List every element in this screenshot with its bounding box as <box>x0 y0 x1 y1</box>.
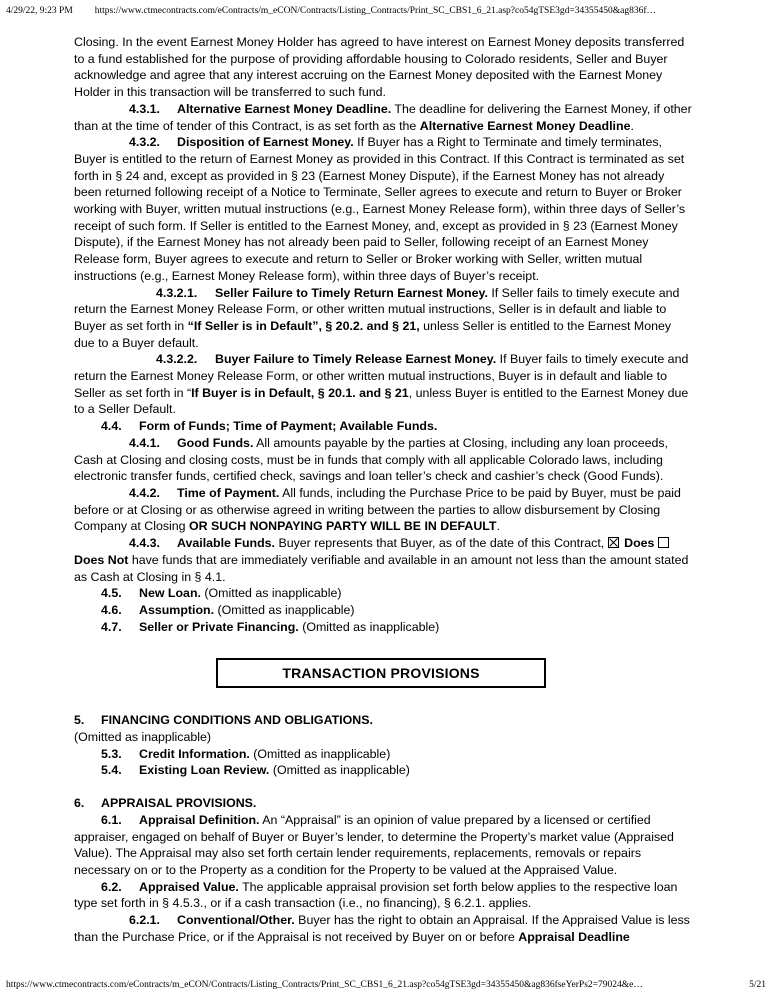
section-4-4-3: 4.4.3. Available Funds. Buyer represents that Buyer, as of the date of this Contract, Does Does Not have funds that are immediately verifiable and available in an amount not less than the amount stated as Cash at Closing in § 4.1. <box>74 536 689 584</box>
section-4-3-2: 4.3.2. Disposition of Earnest Money. If Buyer has a Right to Terminate and timely terminates, Buyer is entitled to the return of Earnest Money as provided in this Contract. If this Contract is terminated as set forth in § 24 and, except as provided in § 23 (Earnest Money Dispute), if the Earnest Money has not already been returned following receipt of a Notice to Terminate, Seller agrees to execute and return to Buyer or Broker working with Buyer, written mutual instructions (e.g., Earnest Money Release form), within three days of Seller’s receipt of such form. If Seller is entitled to the Earnest Money, and, except as provided in § 23 (Earnest Money Dispute), if the Earnest Money has not already been paid to Seller, following receipt of an Earnest Money Release form, Buyer agrees to execute and return to Seller or Broker working with Seller, written mutual instructions (e.g., Earnest Money Release form), within three days of Buyer’s receipt. <box>74 135 686 283</box>
section-6-title: APPRAISAL PROVISIONS. <box>101 796 257 811</box>
paragraph-closing-interest: Closing. In the event Earnest Money Holder has agreed to have interest on Earnest Money deposits transferred to a fund established for the purpose of providing affordable housing to Colorado residents, Seller and Buyer acknowledge and agree that any interest accruing on the Earnest Money deposited with the Earnest Money Holder in this transaction will be transferred to such fund. <box>74 35 685 100</box>
section-6-1-title: Appraisal Definition. <box>139 812 260 827</box>
contract-page-content <box>74 34 692 945</box>
section-5-4: 5.4. Existing Loan Review. (Omitted as inapplicable) <box>101 763 410 778</box>
section-6-2-title: Appraised Value. <box>139 879 239 894</box>
section-4-3-2-1: 4.3.2.1. Seller Failure to Timely Return Earnest Money. If Seller fails to timely execute and return the Earnest Money Release Form, or other written mutual instructions, Seller is in default and liable to Buyer as set forth in “If Seller is in Default”, § 20.2. and § 21, unless Seller is entitled to the Earnest Money due to a Buyer default. <box>74 285 680 350</box>
section-4-7: 4.7. Seller or Private Financing. (Omitted as inapplicable) <box>101 619 440 634</box>
does-checkbox[interactable] <box>608 537 619 548</box>
spacer <box>74 779 692 795</box>
does-not-checkbox[interactable] <box>658 537 669 548</box>
transaction-provisions-banner-wrap <box>74 658 692 688</box>
print-header-url: https://www.ctmecontracts.com/eContracts/m_eCON/Contracts/Listing_Contracts/Print_SC_CBS1_6_21.asp?co54gTSE3gd=34355450&ag836f… <box>94 6 657 16</box>
section-4-4-3-title: Available Funds. <box>177 536 275 551</box>
section-4-4-1-title: Good Funds. <box>177 435 254 450</box>
section-4-3-2-1-title: Seller Failure to Timely Return Earnest Money. <box>215 285 488 300</box>
section-4-4-2: 4.4.2. Time of Payment. All funds, including the Purchase Price to be paid by Buyer, must be paid before or at Closing or as otherwise agreed in writing between the parties to allow disbursement by Closing Company at Closing OR SUCH NONPAYING PARTY WILL BE IN DEFAULT. <box>74 485 681 534</box>
print-datetime: 4/29/22, 9:23 PM <box>6 6 73 16</box>
section-6-2: 6.2. Appraised Value. The applicable appraisal provision set forth below applies to the respective loan type set forth in § 4.5.3., or if a cash transaction (i.e., no financing), § 6.2.1. applies. <box>74 879 678 911</box>
section-4-4: 4.4. Form of Funds; Time of Payment; Available Funds. <box>101 419 438 434</box>
section-4-3-1-title: Alternative Earnest Money Deadline. <box>177 101 392 116</box>
section-4-6: 4.6. Assumption. (Omitted as inapplicable) <box>101 602 355 617</box>
print-header <box>6 6 766 16</box>
section-6-1: 6.1. Appraisal Definition. An “Appraisal” is an opinion of value prepared by a licensed or certified appraiser, engaged on behalf of Buyer or Buyer’s lender, to determine the Property’s market value (Appraised Value). The Appraisal may also set forth certain lender requirements, replacements, removals or repairs necessary on or to the Property as a condition for the Property to be valued at the Appraised Value. <box>74 812 674 877</box>
print-footer <box>6 980 766 990</box>
section-4-3-1: 4.3.1. Alternative Earnest Money Deadline. The deadline for delivering the Earnest Money, if other than at the time of tender of this Contract, is as set forth as the Alternative Earnest Money Deadline. <box>74 101 692 133</box>
transaction-provisions-banner: TRANSACTION PROVISIONS <box>216 658 546 688</box>
section-5: 5. FINANCING CONDITIONS AND OBLIGATIONS. <box>74 713 373 728</box>
section-4-3-2-2-title: Buyer Failure to Timely Release Earnest Money. <box>215 352 497 367</box>
page-number: 5/21 <box>749 980 766 990</box>
section-4-4-2-title: Time of Payment. <box>177 485 280 500</box>
section-4-3-2-title: Disposition of Earnest Money. <box>177 135 354 150</box>
section-5-title: FINANCING CONDITIONS AND OBLIGATIONS. <box>101 713 373 728</box>
section-6-2-1-title: Conventional/Other. <box>177 913 295 928</box>
section-5-3: 5.3. Credit Information. (Omitted as inapplicable) <box>101 746 391 761</box>
section-6-2-1: 6.2.1. Conventional/Other. Buyer has the right to obtain an Appraisal. If the Appraised Value is less than the Purchase Price, or if the Appraisal is not received by Buyer on or before Appraisal Deadline <box>74 913 690 944</box>
section-4-3-2-2: 4.3.2.2. Buyer Failure to Timely Release Earnest Money. If Buyer fails to timely execute and return the Earnest Money Release Form, or other written mutual instructions, Buyer is in default and liable to Seller as set forth in “If Buyer is in Default, § 20.1. and § 21, unless Buyer is entitled to the Earnest Money due to a Seller Default. <box>74 352 689 417</box>
does-option-label: Does <box>624 536 655 551</box>
section-6: 6. APPRAISAL PROVISIONS. <box>74 796 257 811</box>
section-4-4-1: 4.4.1. Good Funds. All amounts payable by the parties at Closing, including any loan proceeds, Cash at Closing and closing costs, must be in funds that comply with all applicable Colorado laws, including electronic transfer funds, certified check, savings and loan teller’s check and cashier’s check (Good Funds). <box>74 435 669 484</box>
does-not-option-label: Does Not <box>74 552 129 567</box>
section-4-4-title: Form of Funds; Time of Payment; Available Funds. <box>139 419 438 434</box>
section-4-5: 4.5. New Loan. (Omitted as inapplicable) <box>101 586 342 601</box>
section-5-omitted: (Omitted as inapplicable) <box>74 730 212 745</box>
print-footer-url: https://www.ctmecontracts.com/eContracts/m_eCON/Contracts/Listing_Contracts/Print_SC_CBS1_6_21.asp?co54gTSE3gd=34355450&ag836fseYerPs2=79024&e… <box>6 980 643 990</box>
